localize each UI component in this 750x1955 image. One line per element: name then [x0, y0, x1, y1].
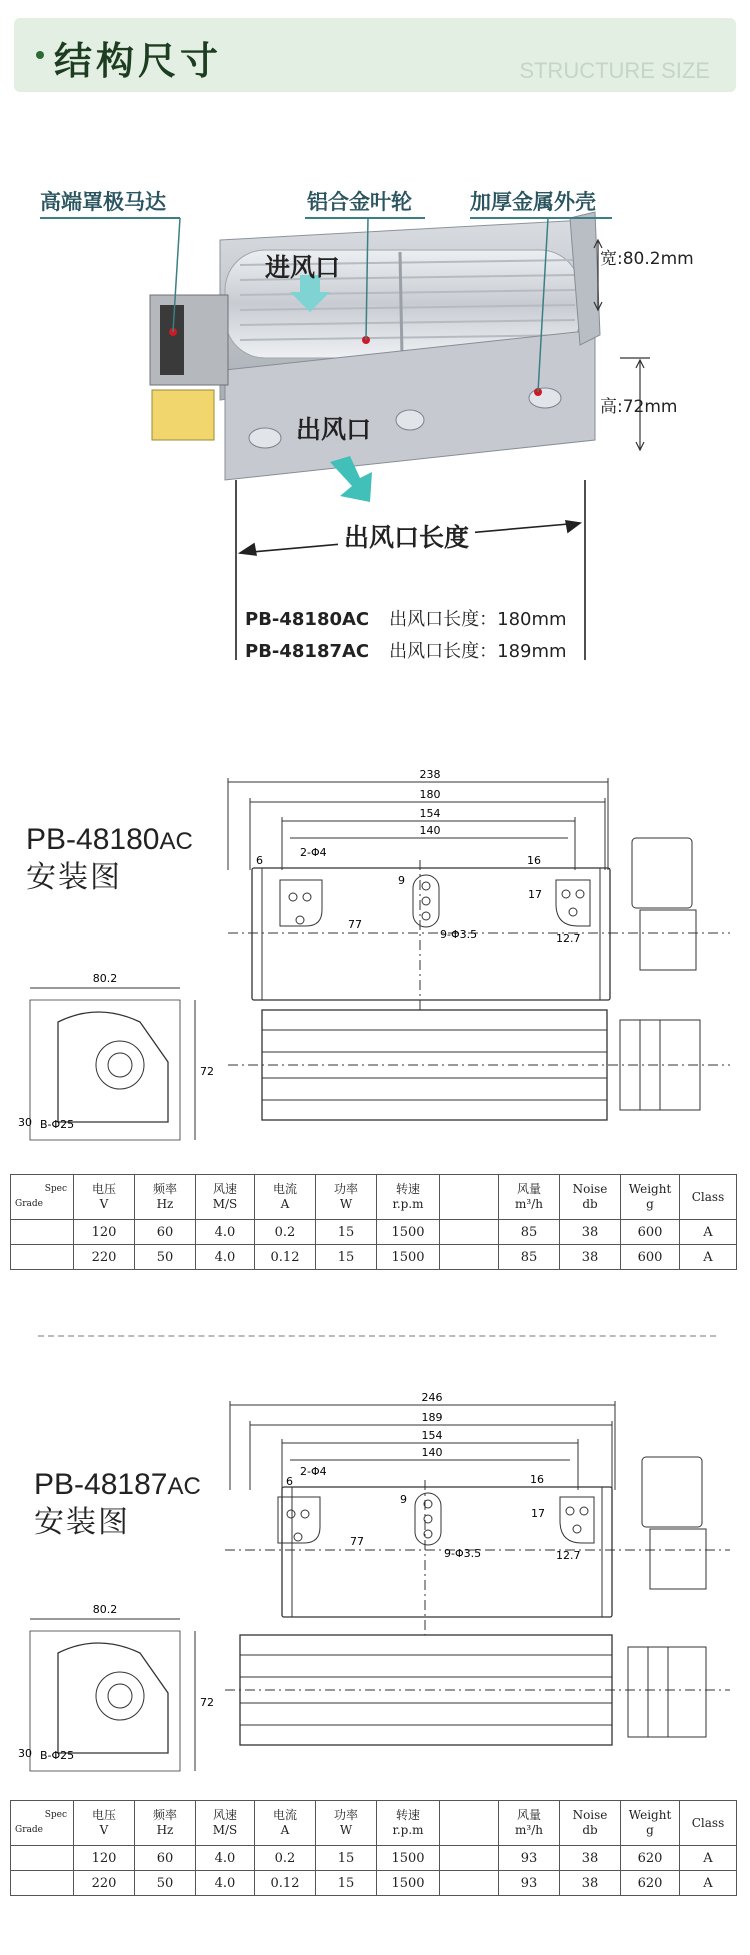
table-row [11, 1220, 737, 1245]
dim-shaft: B-Φ25 [40, 1749, 75, 1762]
dim-d4: 2-Φ4 [300, 846, 327, 859]
col-label: 频率 [152, 1808, 177, 1822]
table-cell: 1500 [377, 1245, 440, 1270]
dim-height: 72 [200, 1065, 214, 1078]
col-label: Class [691, 1815, 725, 1830]
dim-slot: 9-Φ3.5 [440, 928, 478, 941]
dim-9: 9 [400, 1493, 407, 1506]
col-label: 电压 [91, 1182, 116, 1196]
model-drawing-1 [0, 760, 750, 1180]
table-cell: 120 [74, 1846, 135, 1871]
dim-shaft: B-Φ25 [40, 1118, 75, 1131]
grade-cell [11, 1801, 74, 1846]
col-unit: V [99, 1823, 109, 1837]
col-flow [499, 1801, 560, 1846]
model-subtitle: 安装图 [34, 1506, 130, 1539]
dim-height: 72 [200, 1696, 214, 1709]
col-unit: m³/h [515, 1823, 543, 1837]
dim-12-7: 12.7 [556, 1549, 581, 1562]
model-subtitle: 安装图 [26, 861, 122, 894]
technical-drawing [0, 760, 750, 1160]
spec-table-2 [10, 1800, 737, 1896]
table-cell: 15 [316, 1846, 377, 1871]
callout-housing: 加厚金属外壳 [470, 190, 596, 214]
dim-16: 16 [530, 1473, 544, 1486]
table-cell [11, 1220, 74, 1245]
table-cell: 60 [135, 1220, 196, 1245]
dim-30: 30 [18, 1116, 32, 1129]
table-cell: 220 [74, 1245, 135, 1270]
length-label: 出风口长度 [338, 518, 475, 554]
grade-label: Grade [15, 1825, 43, 1835]
table-row [11, 1245, 737, 1270]
model-name: PB-48187 [34, 1468, 168, 1501]
col-unit: r.p.m [392, 1197, 424, 1211]
table-cell: 38 [560, 1846, 621, 1871]
dim-total: 238 [419, 768, 441, 781]
inlet-label: 进风口 [265, 253, 341, 282]
col-label: 风量 [516, 1808, 541, 1822]
table-cell: 1500 [377, 1220, 440, 1245]
table-cell: 600 [621, 1220, 680, 1245]
col-flow [499, 1175, 560, 1220]
table-cell [440, 1871, 499, 1896]
table-cell: A [680, 1871, 737, 1896]
col-current [255, 1801, 316, 1846]
table-cell: 60 [135, 1846, 196, 1871]
table-cell: 93 [499, 1846, 560, 1871]
dim-16: 16 [527, 854, 541, 867]
col-label: 电流 [272, 1808, 297, 1822]
col-label: Noise [572, 1808, 608, 1822]
product-illustration [0, 100, 750, 700]
table-cell [11, 1245, 74, 1270]
col-speed [196, 1801, 255, 1846]
table-cell: 38 [560, 1871, 621, 1896]
dim-77: 77 [348, 918, 362, 931]
col-label: 转速 [395, 1182, 420, 1196]
col-noise [560, 1801, 621, 1846]
col-voltage [74, 1801, 135, 1846]
col-label: Weight [628, 1808, 672, 1822]
col-label: Class [691, 1189, 725, 1204]
dim-9: 9 [398, 874, 405, 887]
col-label: 频率 [152, 1182, 177, 1196]
table-cell: 4.0 [196, 1871, 255, 1896]
table-cell: 1500 [377, 1871, 440, 1896]
model-drawing-2 [0, 1385, 750, 1805]
dim-17: 17 [531, 1507, 545, 1520]
col-power [316, 1801, 377, 1846]
dim-width: 80.2 [92, 1603, 118, 1616]
col-unit: db [582, 1197, 598, 1211]
table-row [11, 1871, 737, 1896]
col-blank [440, 1801, 499, 1846]
dim-12-7: 12.7 [556, 932, 581, 945]
col-label: 电流 [272, 1182, 297, 1196]
col-unit: W [339, 1197, 353, 1211]
table-cell [11, 1871, 74, 1896]
col-unit: m³/h [515, 1197, 543, 1211]
table-cell: 15 [316, 1871, 377, 1896]
table-header-row [11, 1801, 737, 1846]
table-cell [11, 1846, 74, 1871]
table-cell: A [680, 1245, 737, 1270]
col-unit: A [280, 1197, 290, 1211]
section-subtitle: STRUCTURE SIZE [519, 58, 710, 83]
table-cell: 120 [74, 1220, 135, 1245]
col-freq [135, 1175, 196, 1220]
col-label: Weight [628, 1182, 672, 1196]
dim-6: 6 [286, 1475, 293, 1488]
model-name: PB-48180 [26, 823, 160, 856]
col-unit: W [339, 1823, 353, 1837]
col-current [255, 1175, 316, 1220]
dim-outlet: 180 [419, 788, 441, 801]
col-rpm [377, 1801, 440, 1846]
table-row [11, 1846, 737, 1871]
col-unit: M/S [212, 1823, 238, 1837]
bullet-dot [36, 51, 44, 59]
callout-impeller: 铝合金叶轮 [307, 190, 412, 214]
table-cell: 4.0 [196, 1220, 255, 1245]
col-unit: V [99, 1197, 109, 1211]
width-label: 宽:80.2mm [600, 249, 694, 269]
table-cell: 4.0 [196, 1846, 255, 1871]
col-noise [560, 1175, 621, 1220]
table-cell: 620 [621, 1846, 680, 1871]
spec-model: PB-48180AC [245, 609, 370, 630]
col-label: 电压 [91, 1808, 116, 1822]
col-label: 风速 [212, 1808, 237, 1822]
dim-hole-span: 154 [419, 807, 441, 820]
spec-label: Spec [44, 1810, 67, 1820]
spec-model: PB-48187AC [245, 641, 370, 662]
dim-30: 30 [18, 1747, 32, 1760]
spec-line-2 [245, 637, 567, 663]
dim-outlet: 189 [421, 1411, 443, 1424]
model-suffix: AC [159, 828, 193, 855]
table-cell: 600 [621, 1245, 680, 1270]
table-cell [440, 1220, 499, 1245]
table-cell: 93 [499, 1871, 560, 1896]
table-cell: 4.0 [196, 1245, 255, 1270]
dim-77: 77 [350, 1535, 364, 1548]
col-unit: A [280, 1823, 290, 1837]
height-label: 高:72mm [600, 397, 678, 417]
table-cell: A [680, 1846, 737, 1871]
spec-text: 出风口长度：180mm [389, 609, 567, 630]
technical-drawing [0, 1385, 750, 1785]
col-class [680, 1175, 737, 1220]
grade-cell [11, 1175, 74, 1220]
col-label: 转速 [395, 1808, 420, 1822]
col-blank [440, 1175, 499, 1220]
table-header-row [11, 1175, 737, 1220]
col-speed [196, 1175, 255, 1220]
spec-line-1 [245, 605, 567, 631]
table-cell: 620 [621, 1871, 680, 1896]
dim-inner: 140 [419, 824, 441, 837]
table-cell: 50 [135, 1245, 196, 1270]
table-cell: 0.2 [255, 1220, 316, 1245]
col-rpm [377, 1175, 440, 1220]
section-title: 结构尺寸 [54, 39, 223, 83]
col-label: Noise [572, 1182, 608, 1196]
col-voltage [74, 1175, 135, 1220]
col-freq [135, 1801, 196, 1846]
outlet-label: 出风口 [296, 415, 372, 444]
col-power [316, 1175, 377, 1220]
table-cell [440, 1245, 499, 1270]
dim-inner: 140 [421, 1446, 443, 1459]
section-header [14, 18, 736, 92]
dim-slot: 9-Φ3.5 [444, 1547, 482, 1560]
col-unit: Hz [156, 1823, 174, 1837]
col-unit: g [646, 1823, 654, 1837]
table-cell: 0.12 [255, 1871, 316, 1896]
spec-text: 出风口长度：189mm [389, 641, 567, 662]
col-unit: db [582, 1823, 598, 1837]
table-cell: A [680, 1220, 737, 1245]
col-unit: g [646, 1197, 654, 1211]
table-cell: 220 [74, 1871, 135, 1896]
section-divider [38, 1335, 716, 1337]
col-label: 风量 [516, 1182, 541, 1196]
dim-hole-span: 154 [421, 1429, 443, 1442]
table-cell [440, 1846, 499, 1871]
table-cell: 1500 [377, 1846, 440, 1871]
col-weight [621, 1175, 680, 1220]
col-label: 功率 [333, 1808, 358, 1822]
spec-table-1 [10, 1174, 737, 1270]
col-class [680, 1801, 737, 1846]
dim-d4: 2-Φ4 [300, 1465, 327, 1478]
col-unit: M/S [212, 1197, 238, 1211]
col-label: 功率 [333, 1182, 358, 1196]
dim-6: 6 [256, 854, 263, 867]
col-unit: Hz [156, 1197, 174, 1211]
table-cell: 85 [499, 1220, 560, 1245]
dim-17: 17 [528, 888, 542, 901]
spec-label: Spec [44, 1184, 67, 1194]
dim-width: 80.2 [92, 972, 118, 985]
table-cell: 85 [499, 1245, 560, 1270]
table-cell: 15 [316, 1245, 377, 1270]
table-cell: 15 [316, 1220, 377, 1245]
grade-label: Grade [15, 1199, 43, 1209]
callout-motor: 高端罩极马达 [40, 190, 166, 214]
dim-total: 246 [421, 1391, 443, 1404]
table-cell: 38 [560, 1245, 621, 1270]
table-cell: 38 [560, 1220, 621, 1245]
col-weight [621, 1801, 680, 1846]
col-label: 风速 [212, 1182, 237, 1196]
model-suffix: AC [167, 1473, 201, 1500]
table-cell: 50 [135, 1871, 196, 1896]
table-cell: 0.12 [255, 1245, 316, 1270]
col-unit: r.p.m [392, 1823, 424, 1837]
table-cell: 0.2 [255, 1846, 316, 1871]
